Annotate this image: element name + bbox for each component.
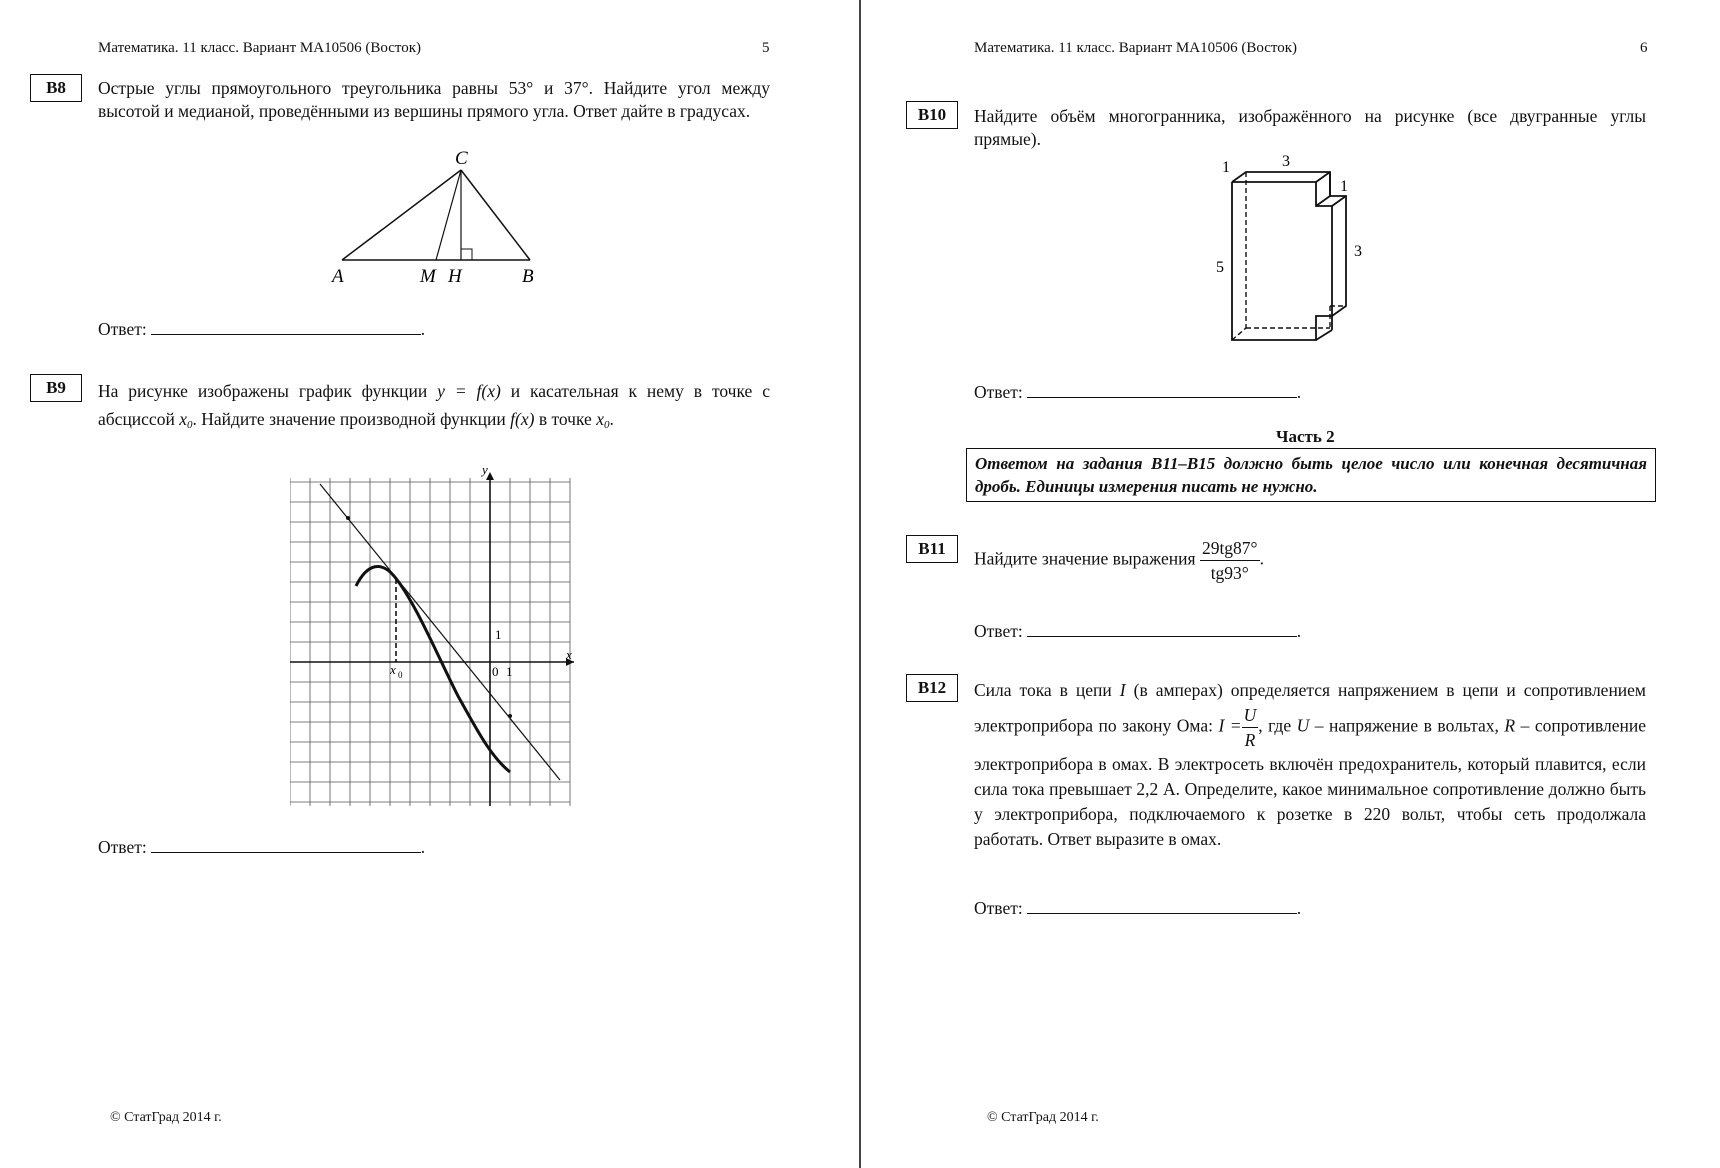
answer-end: . <box>1296 382 1302 402</box>
x0-label: x <box>390 662 396 677</box>
answer-label: Ответ: <box>974 898 1023 918</box>
b12-formula-fraction <box>1242 703 1259 752</box>
task-tag-b8: B8 <box>30 74 82 102</box>
answer-b10 <box>974 381 1301 403</box>
label-b: B <box>522 266 534 287</box>
dim-3b: 3 <box>1354 243 1362 260</box>
y-tick-one: 1 <box>495 627 502 642</box>
task-b9-text <box>98 377 770 439</box>
task-b12-text <box>974 678 1646 852</box>
triangle-figure <box>320 142 550 290</box>
answer-line <box>1027 897 1297 914</box>
answer-label: Ответ: <box>98 837 147 857</box>
part2-title: Часть 2 <box>1276 427 1335 446</box>
b11-denominator: tg93° <box>1210 563 1249 583</box>
b9-end: . <box>609 409 614 429</box>
b12-text-part3: , где <box>1258 715 1292 736</box>
task-tag-b9: B9 <box>30 374 82 402</box>
x-axis-label: x <box>566 647 572 662</box>
origin-label: 0 <box>492 664 499 679</box>
b12-text-part2: (в амперах) определяется напряжением в цепи и сопротивлением электроприбора по закону Ома: <box>974 680 1647 736</box>
b9-text-part3: . Найдите значение производной функции <box>192 409 506 429</box>
answer-b8 <box>98 318 425 340</box>
answer-end: . <box>1296 898 1302 918</box>
label-h: H <box>448 266 462 287</box>
b9-formula-f: f(x) <box>510 409 535 429</box>
b9-x0-2: x <box>596 409 604 429</box>
task-tag-b11: B11 <box>906 535 958 563</box>
answer-b9 <box>98 836 425 858</box>
dim-3: 3 <box>1282 153 1290 170</box>
task-tag-b10: B10 <box>906 101 958 129</box>
b9-x0: x <box>179 409 187 429</box>
answer-end: . <box>420 837 426 857</box>
polyhedron-figure <box>1212 146 1392 366</box>
edge-bottom-right <box>1316 330 1332 340</box>
answer-b11 <box>974 620 1301 642</box>
tangent-point-1 <box>346 516 350 520</box>
task-tag-b12: B12 <box>906 674 958 702</box>
b12-text-part5: – сопротивление электроприбора в омах. В электросеть включён предохранитель, который плавится, если сила тока превышает 2,2 А. Определите, какое минимальное сопротивление должно быть у электроприбора, подключаемого к розетке в 220 вольт, чтобы сеть продолжала работать. Ответ выразите в омах. <box>974 715 1647 849</box>
b12-formula-den: R <box>1244 730 1256 750</box>
answer-line <box>151 836 421 853</box>
b12-text-part1: Сила тока в цепи <box>974 680 1112 700</box>
edge-step-top <box>1316 196 1330 206</box>
left-page <box>0 0 858 1168</box>
function-graph <box>290 466 580 816</box>
task-b8-text: Острые углы прямоугольного треугольника равны 53° и 37°. Найдите угол между высотой и медианой, проведёнными из вершины прямого угла. Ответ дайте в градусах. <box>98 78 770 121</box>
b12-var-r: R <box>1504 715 1516 736</box>
b11-end: . <box>1259 548 1264 569</box>
b12-var-u: U <box>1296 715 1310 736</box>
b9-text-part2: и касательная к нему в точке с абсциссой <box>98 381 770 429</box>
b9-formula-y: y = f(x) <box>437 381 501 401</box>
answer-line <box>1027 620 1297 637</box>
median-cm <box>436 170 461 260</box>
hidden-edge-corner <box>1232 328 1246 340</box>
b12-text-part4: – напряжение в вольтах, <box>1314 715 1499 736</box>
tangent-line <box>320 484 560 780</box>
page-footer: © СтатГрад 2014 г. <box>987 1110 1099 1125</box>
answer-line <box>151 318 421 335</box>
page-header: Математика. 11 класс. Вариант МА10506 (Восток) <box>974 40 1297 56</box>
side-ac <box>342 170 461 260</box>
b12-formula-num: U <box>1242 703 1259 728</box>
y-axis-label: y <box>482 466 488 477</box>
b12-var-i: I <box>1119 680 1126 700</box>
answer-end: . <box>1296 621 1302 641</box>
answer-line <box>1027 381 1297 398</box>
page-divider <box>859 0 861 1168</box>
right-angle-mark <box>461 249 472 260</box>
back-edges <box>1232 172 1346 316</box>
b9-x0-sub-2: 0 <box>603 419 610 431</box>
function-curve <box>356 567 510 772</box>
x-tick-one: 1 <box>506 664 513 679</box>
answer-end: . <box>420 319 426 339</box>
answer-label: Ответ: <box>974 382 1023 402</box>
label-m: M <box>420 266 436 287</box>
b11-numerator: 29tg87° <box>1200 536 1260 561</box>
tangent-point-2 <box>508 714 512 718</box>
b9-x0-sub: 0 <box>186 419 193 431</box>
part2-instructions: Ответом на задания В11–В15 должно быть целое число или конечная десятичная дробь. Единицы измерения писать не нужно. <box>966 448 1656 502</box>
x0-label-sub: 0 <box>398 670 403 680</box>
task-b10-text: Найдите объём многогранника, изображённого на рисунке (все двугранные углы прямые). <box>974 106 1646 149</box>
answer-label: Ответ: <box>974 621 1023 641</box>
page-number: 6 <box>1640 40 1648 56</box>
side-bc <box>461 170 530 260</box>
dim-1: 1 <box>1222 159 1230 176</box>
answer-b12 <box>974 897 1301 919</box>
label-c: C <box>455 148 468 169</box>
page-number: 5 <box>762 40 770 56</box>
dim-1b: 1 <box>1340 178 1348 195</box>
page-footer: © СтатГрад 2014 г. <box>110 1110 222 1125</box>
edge-top-right <box>1316 172 1330 182</box>
b12-formula-lhs: I = <box>1218 715 1242 736</box>
edge-step-top-2 <box>1332 196 1346 206</box>
page-header: Математика. 11 класс. Вариант МА10506 (Восток) <box>98 40 421 56</box>
right-page <box>862 0 1720 1168</box>
b9-text-part1: На рисунке изображены график функции <box>98 381 428 401</box>
b9-text-part4: в точке <box>538 409 592 429</box>
grid <box>290 478 570 806</box>
label-a: A <box>332 266 344 287</box>
answer-label: Ответ: <box>98 319 147 339</box>
task-b11-text <box>974 536 1646 585</box>
dim-5: 5 <box>1216 259 1224 276</box>
b11-text: Найдите значение выражения <box>974 548 1196 569</box>
b11-fraction <box>1200 536 1260 585</box>
